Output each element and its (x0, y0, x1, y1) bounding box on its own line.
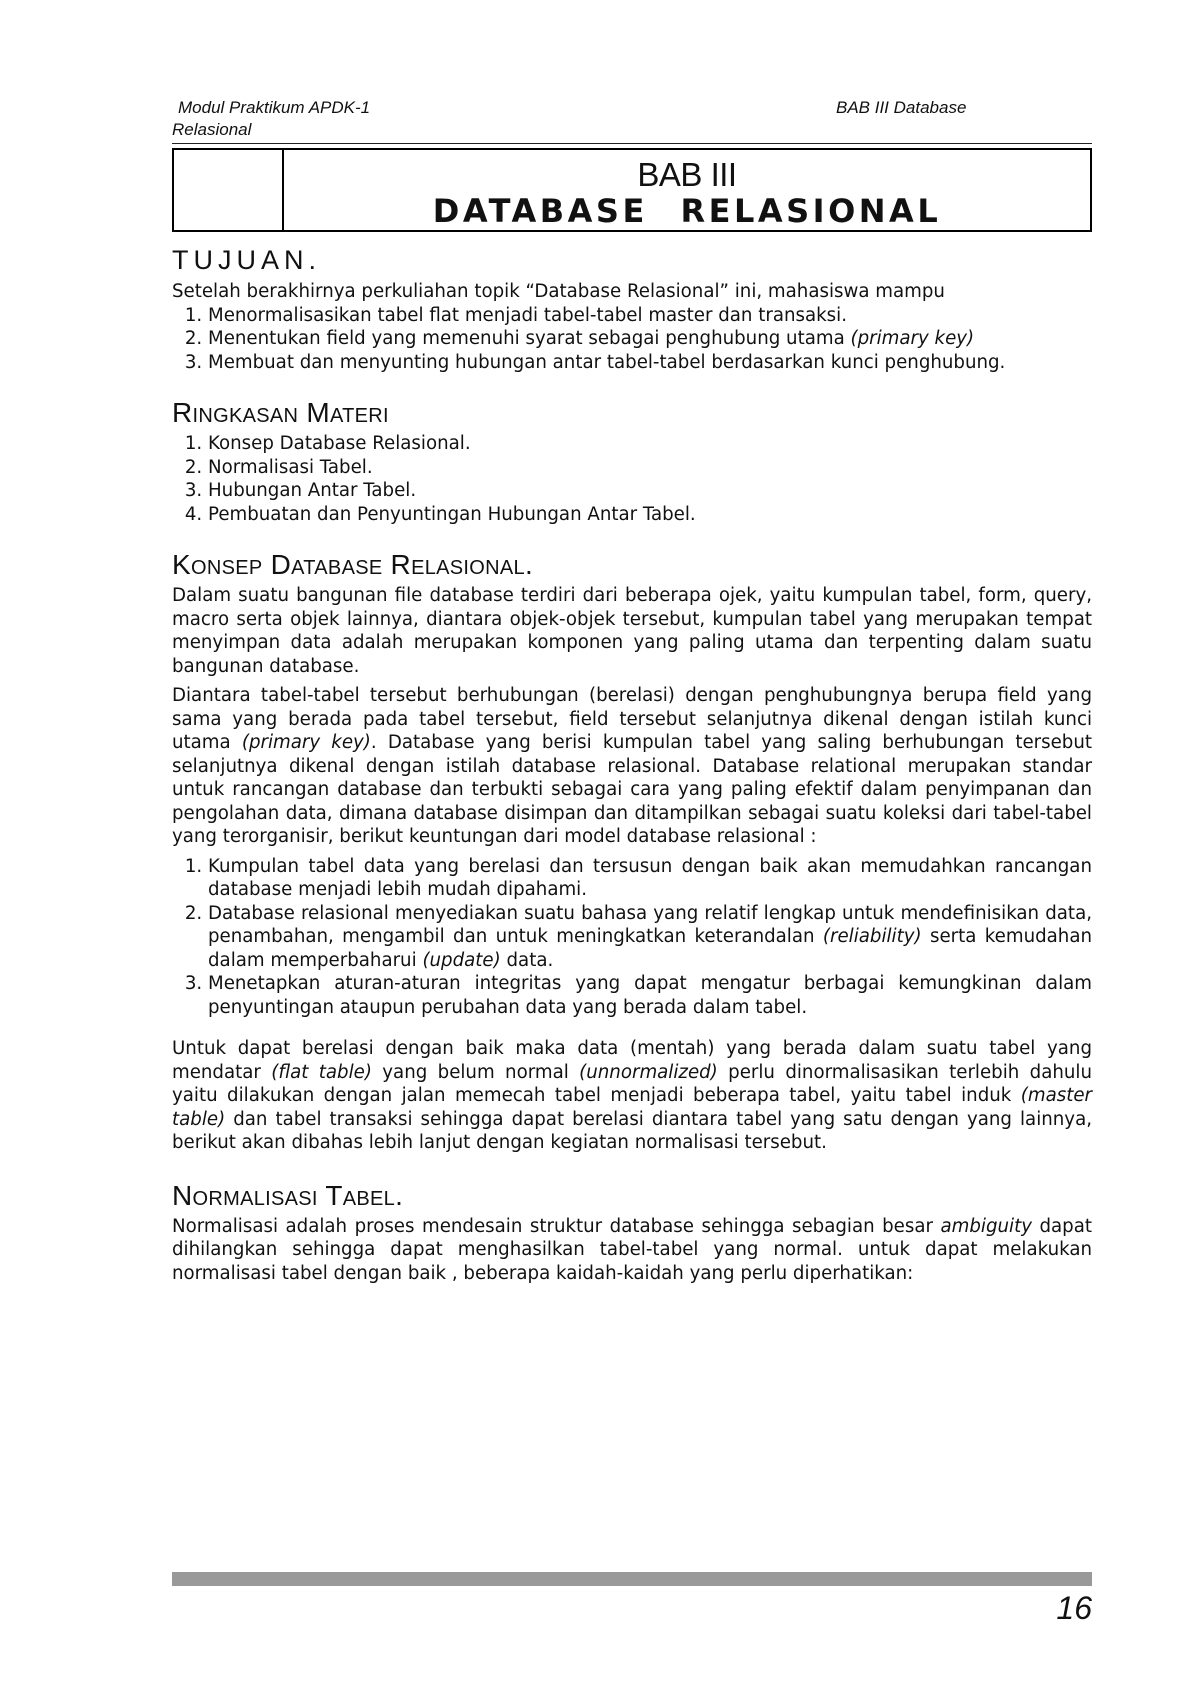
tujuan-item-3: Membuat dan menyunting hubungan antar tabel-tabel berdasarkan kunci penghubung. (208, 351, 1006, 373)
list-item: 4. Pembuatan dan Penyuntingan Hubungan Antar Tabel. (208, 503, 1092, 527)
page-number: 16 (1056, 1590, 1092, 1626)
normalisasi-text-b: dapat dihilangkan sehingga dapat menghasilkan tabel-tabel yang normal. untuk dapat melakukan normalisasi tabel dengan baik , beberapa kaidah-kaidah yang perlu diperhatikan: (172, 1215, 1092, 1284)
list-item: 2. Normalisasi Tabel. (208, 456, 1092, 480)
normalisasi-heading: Normalisasi Tabel. (172, 1179, 404, 1211)
konsep-paragraph-3-emphasis-1: (flat table) (271, 1061, 372, 1083)
title-box-left-cell (174, 150, 284, 230)
list-item (208, 902, 1092, 973)
benefit-2-text-b: serta kemudahan dalam memperbaharui (208, 926, 1092, 971)
tujuan-heading: TUJUAN. (172, 245, 321, 275)
tujuan-item-1: Menormalisasikan tabel flat menjadi tabel-tabel master dan transaksi. (208, 304, 847, 326)
list-item: 1. Kumpulan tabel data yang berelasi dan tersusun dengan baik akan memudahkan rancangan database menjadi lebih mudah dipahami. (208, 855, 1092, 902)
konsep-paragraph-1: Dalam suatu bangunan file database terdiri dari beberapa ojek, yaitu kumpulan tabel, form, query, macro serta objek lainnya, diantara objek-objek tersebut, kumpulan tabel yang merupakan tempat menyimpan data adalah merupakan komponen yang paling utama dan terpenting dalam suatu bangunan database. (172, 585, 1092, 677)
header-rule (172, 143, 1092, 144)
list-item: 3. Hubungan Antar Tabel. (208, 479, 1092, 503)
tujuan-intro: Setelah berakhirnya perkuliahan topik “Database Relasional” ini, mahasiswa mampu (172, 281, 945, 302)
normalisasi-text-a: Normalisasi adalah proses mendesain struktur database sehingga sebagian besar (172, 1215, 941, 1237)
list-item: 1. Konsep Database Relasional. (208, 432, 1092, 456)
benefit-2-text-a: Database relasional menyediakan suatu bahasa yang relatif lengkap untuk mendefinisikan data, penambahan, mengambil dan untuk meningkatkan keterandalan (208, 902, 1092, 947)
konsep-paragraph-3-text-a: Untuk dapat berelasi dengan baik maka data (mentah) yang berada dalam suatu tabel yang mendatar (172, 1038, 1092, 1083)
benefit-2-text-c: data. (500, 949, 554, 971)
konsep-paragraph-3 (172, 1037, 1092, 1155)
ringkasan-list (172, 432, 1092, 526)
list-item (208, 351, 1092, 375)
benefit-2-emphasis-1: (reliability) (822, 926, 922, 947)
header-module-title: Modul Praktikum APDK-1 (178, 98, 371, 117)
ringkasan-heading: Ringkasan Materi (172, 397, 389, 428)
benefit-2-emphasis-2: (update) (422, 949, 501, 971)
document-page (172, 96, 1092, 1291)
list-item (208, 304, 1092, 328)
chapter-title-box (172, 148, 1092, 232)
normalisasi-paragraph (172, 1215, 1092, 1286)
konsep-paragraph-2 (172, 684, 1092, 849)
chapter-title: DATABASE RELASIONAL (432, 192, 942, 230)
chapter-number: BAB III (637, 156, 737, 193)
normalisasi-emphasis: ambiguity (940, 1215, 1032, 1237)
list-item (208, 327, 1092, 351)
konsep-benefits-list (172, 855, 1092, 1020)
konsep-heading: Konsep Database Relasional. (172, 549, 534, 580)
konsep-paragraph-2-emphasis: (primary key) (241, 732, 371, 753)
konsep-paragraph-2-text-a: Diantara tabel-tabel tersebut berhubungan (berelasi) dengan penghubungnya berupa field yang sama yang berada pada tabel tersebut, field tersebut selanjutnya dikenal dengan istilah kunci utama (172, 685, 1092, 753)
header-module-title-continued: Relasional (172, 120, 252, 139)
konsep-paragraph-3-emphasis-3: (master table) (172, 1085, 1092, 1130)
tujuan-item-2-emphasis: (primary key) (850, 328, 975, 349)
konsep-paragraph-3-text-b: yang belum normal (371, 1061, 580, 1083)
konsep-paragraph-2-text-b: . Database yang berisi kumpulan tabel yang saling berhubungan tersebut selanjutnya dikenal dengan istilah database relasional. Database relational merupakan standar untuk rancangan database dan terbukti sebagai cara yang paling efektif dalam penyimpanan dan pengolahan data, dimana database disimpan dan ditampilkan sebagai suatu koleksi dari tabel-tabel yang terorganisir, berikut keuntungan dari model database relasional : (172, 732, 1093, 847)
konsep-paragraph-3-text-d: dan tabel transaksi sehingga dapat berelasi diantara tabel yang satu dengan yang lainnya, berikut akan dibahas lebih lanjut dengan kegiatan normalisasi tersebut. (172, 1108, 1092, 1153)
tujuan-list (172, 304, 1092, 375)
list-item: 3. Menetapkan aturan-aturan integritas yang dapat mengatur berbagai kemungkinan dalam penyuntingan ataupun perubahan data yang berada dalam tabel. (208, 972, 1092, 1019)
footer-bar (172, 1572, 1092, 1586)
konsep-paragraph-3-text-c: perlu dinormalisasikan terlebih dahulu yaitu dilakukan dengan jalan memecah tabel menjadi beberapa tabel, yaitu tabel induk (172, 1061, 1092, 1106)
konsep-paragraph-3-emphasis-2: (unnormalized) (579, 1061, 718, 1083)
tujuan-item-2: Menentukan field yang memenuhi syarat sebagai penghubung utama (208, 328, 851, 349)
header-chapter-title: BAB III Database (836, 98, 967, 117)
running-header (172, 96, 1092, 144)
